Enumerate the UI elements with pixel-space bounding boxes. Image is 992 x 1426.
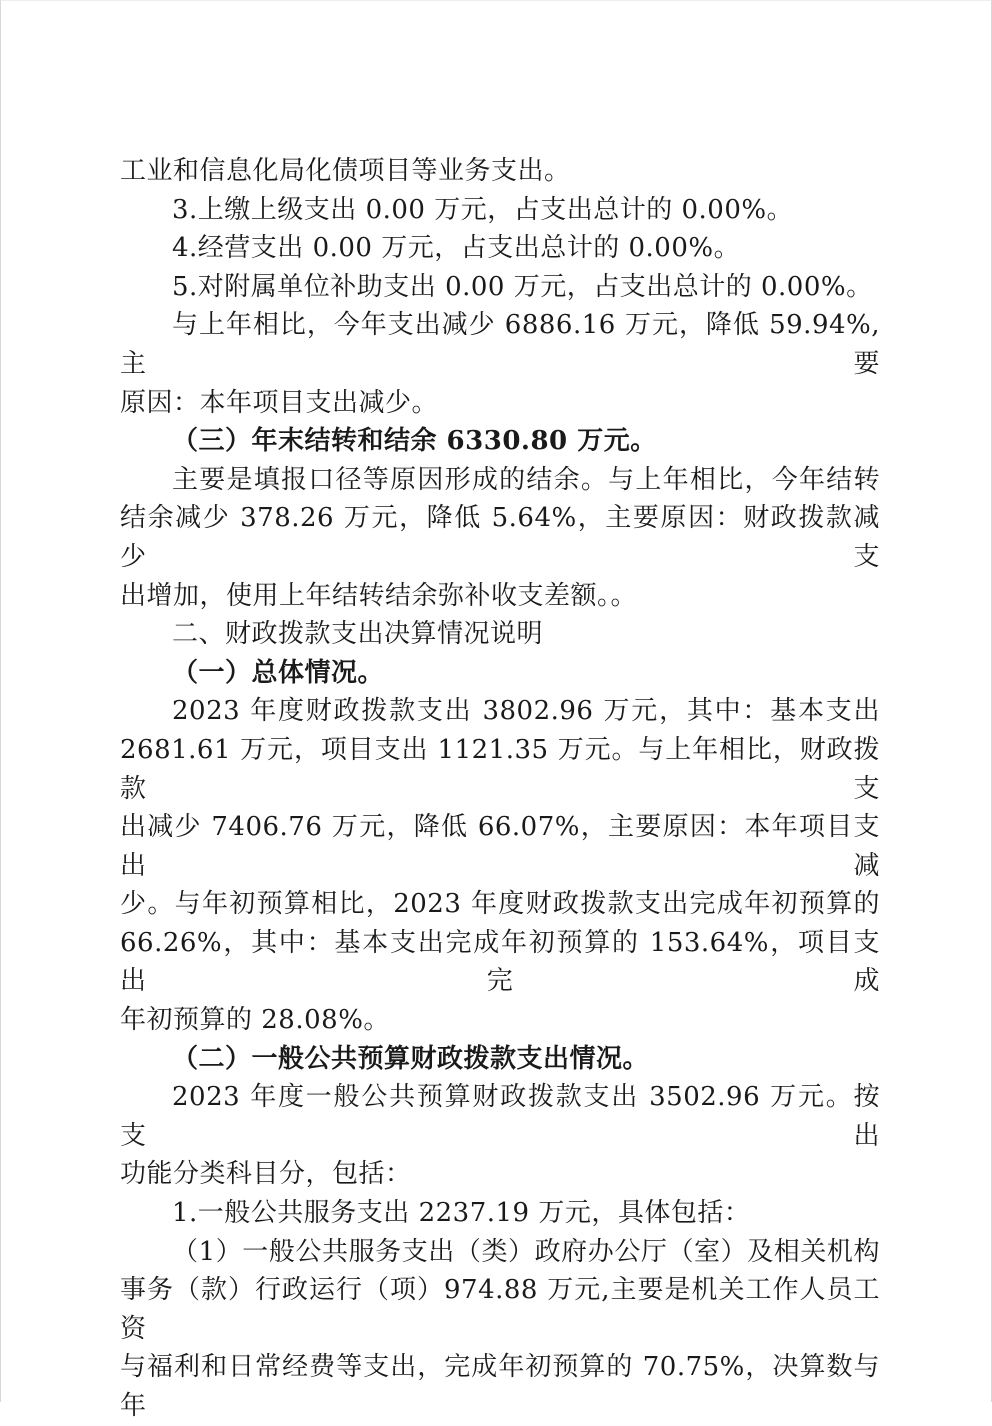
paragraph-line: 年初预算的 28.08%。 xyxy=(120,1005,390,1036)
paragraph-line: 事务（款）行政运行（项）974.88 万元,主要是机关工作人员工资 xyxy=(120,1275,880,1344)
paragraph-line: 功能分类科目分，包括： xyxy=(120,1159,412,1190)
chapter-heading: 二、财政拨款支出决算情况说明 xyxy=(172,619,544,650)
paragraph-line: 66.26%，其中：基本支出完成年初预算的 153.64%，项目支出完成 xyxy=(120,927,880,997)
paragraph-line: 结余减少 378.26 万元，降低 5.64%，主要原因：财政拨款减少支 xyxy=(120,503,880,572)
paragraph-line: 少。与年初预算相比，2023 年度财政拨款支出完成年初预算的 xyxy=(120,889,880,920)
paragraph-line: 3.上缴上级支出 0.00 万元，占支出总计的 0.00%。 xyxy=(172,194,794,225)
paragraph-line: 2681.61 万元，项目支出 1121.35 万元。与上年相比，财政拨款支 xyxy=(120,734,880,804)
section-heading: （一）总体情况。 xyxy=(172,657,385,688)
paragraph-line: 主要是填报口径等原因形成的结余。与上年相比，今年结转 xyxy=(172,464,880,495)
paragraph-line: 2023 年度一般公共预算财政拨款支出 3502.96 万元。按支出 xyxy=(120,1082,880,1151)
paragraph-line: 5.对附属单位补助支出 0.00 万元，占支出总计的 0.00%。 xyxy=(172,271,873,302)
paragraph-line: 工业和信息化局化债项目等业务支出。 xyxy=(120,156,571,186)
document-body xyxy=(120,152,880,1426)
paragraph-line: 1.一般公共服务支出 2237.19 万元，具体包括： xyxy=(172,1198,751,1229)
paragraph-line: 与福利和日常经费等支出，完成年初预算的 70.75%，决算数与年 xyxy=(120,1352,880,1421)
paragraph-line: （1）一般公共服务支出（类）政府办公厅（室）及相关机构 xyxy=(172,1236,880,1267)
paragraph-line: 与上年相比，今年支出减少 6886.16 万元，降低 59.94%,主要 xyxy=(120,310,880,379)
section-heading: （三）年末结转和结余 6330.80 万元。 xyxy=(172,426,657,457)
paragraph-line: 4.经营支出 0.00 万元，占支出总计的 0.00%。 xyxy=(172,233,741,264)
paragraph-line: 出增加，使用上年结转结余弥补收支差额。。 xyxy=(120,580,638,611)
section-heading: （二）一般公共预算财政拨款支出情况。 xyxy=(172,1043,650,1074)
paragraph-line: 2023 年度财政拨款支出 3802.96 万元，其中：基本支出 xyxy=(172,696,880,727)
paragraph-line: 出减少 7406.76 万元，降低 66.07%，主要原因：本年项目支出减 xyxy=(120,812,880,881)
paragraph-line: 原因：本年项目支出减少。 xyxy=(120,387,439,418)
